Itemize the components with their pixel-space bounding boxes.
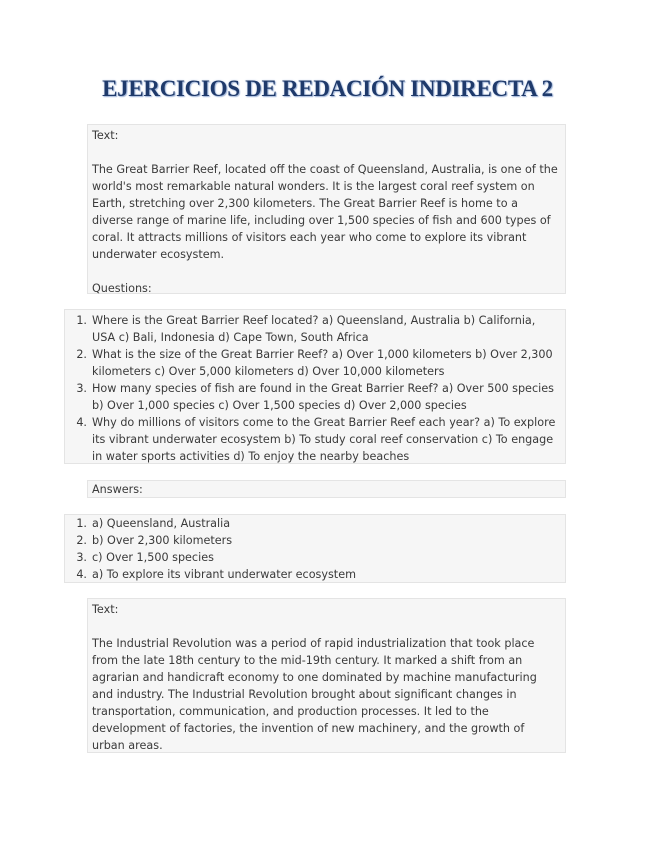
list-item: 4. a) To explore its vibrant underwater ecosystem xyxy=(76,568,356,581)
answers-box xyxy=(64,514,566,583)
industrial-paragraph: The Industrial Revolution was a period of rapid industrialization that took place from the late 18th century to the mid-19th century. It marked a shift from an agrarian and handicraft economy to one dominated by machine manufacturing and industry. The Industrial Revolution brought about significant changes in transportation, communication, and production processes. It led to the development of factories, the invention of new machinery, and the growth of urban areas. xyxy=(92,637,537,752)
text-label: Text: xyxy=(92,603,119,616)
questions-list xyxy=(65,312,565,465)
answers-list xyxy=(65,515,565,583)
answers-label: Answers: xyxy=(92,483,143,496)
list-item: 2. b) Over 2,300 kilometers xyxy=(76,534,233,547)
list-item: 2. What is the size of the Great Barrier Reef? a) Over 1,000 kilometers b) Over 2,300 kilometers c) Over 5,000 kilometers d) Over 10,000 kilometers xyxy=(76,348,553,378)
list-item: 3. c) Over 1,500 species xyxy=(76,551,214,564)
answers-label-box xyxy=(87,480,566,498)
page-title: EJERCICIOS DE REDACIÓN INDIRECTA 2 xyxy=(102,76,553,101)
text-box-1 xyxy=(87,124,566,294)
list-item: 1. Where is the Great Barrier Reef located? a) Queensland, Australia b) California, USA c) Bali, Indonesia d) Cape Town, South Africa xyxy=(76,314,536,344)
text-box-2 xyxy=(87,598,566,753)
reef-paragraph: The Great Barrier Reef, located off the coast of Queensland, Australia, is one of the world's most remarkable natural wonders. It is the largest coral reef system on Earth, stretching over 2,300 kilometers. The Great Barrier Reef is home to a diverse range of marine life, including over 1,500 species of fish and 600 types of coral. It attracts millions of visitors each year who come to explore its vibrant underwater ecosystem. xyxy=(92,163,558,261)
questions-box xyxy=(64,309,566,464)
list-item: 3. How many species of fish are found in the Great Barrier Reef? a) Over 500 species b) Over 1,000 species c) Over 1,500 species d) Over 2,000 species xyxy=(76,382,554,412)
list-item: 4. Why do millions of visitors come to the Great Barrier Reef each year? a) To explore its vibrant underwater ecosystem b) To study coral reef conservation c) To engage in water sports activities d) To enjoy the nearby beaches xyxy=(76,416,556,463)
questions-label: Questions: xyxy=(92,282,152,295)
list-item: 1. a) Queensland, Australia xyxy=(76,517,231,530)
text-label: Text: xyxy=(92,129,119,142)
